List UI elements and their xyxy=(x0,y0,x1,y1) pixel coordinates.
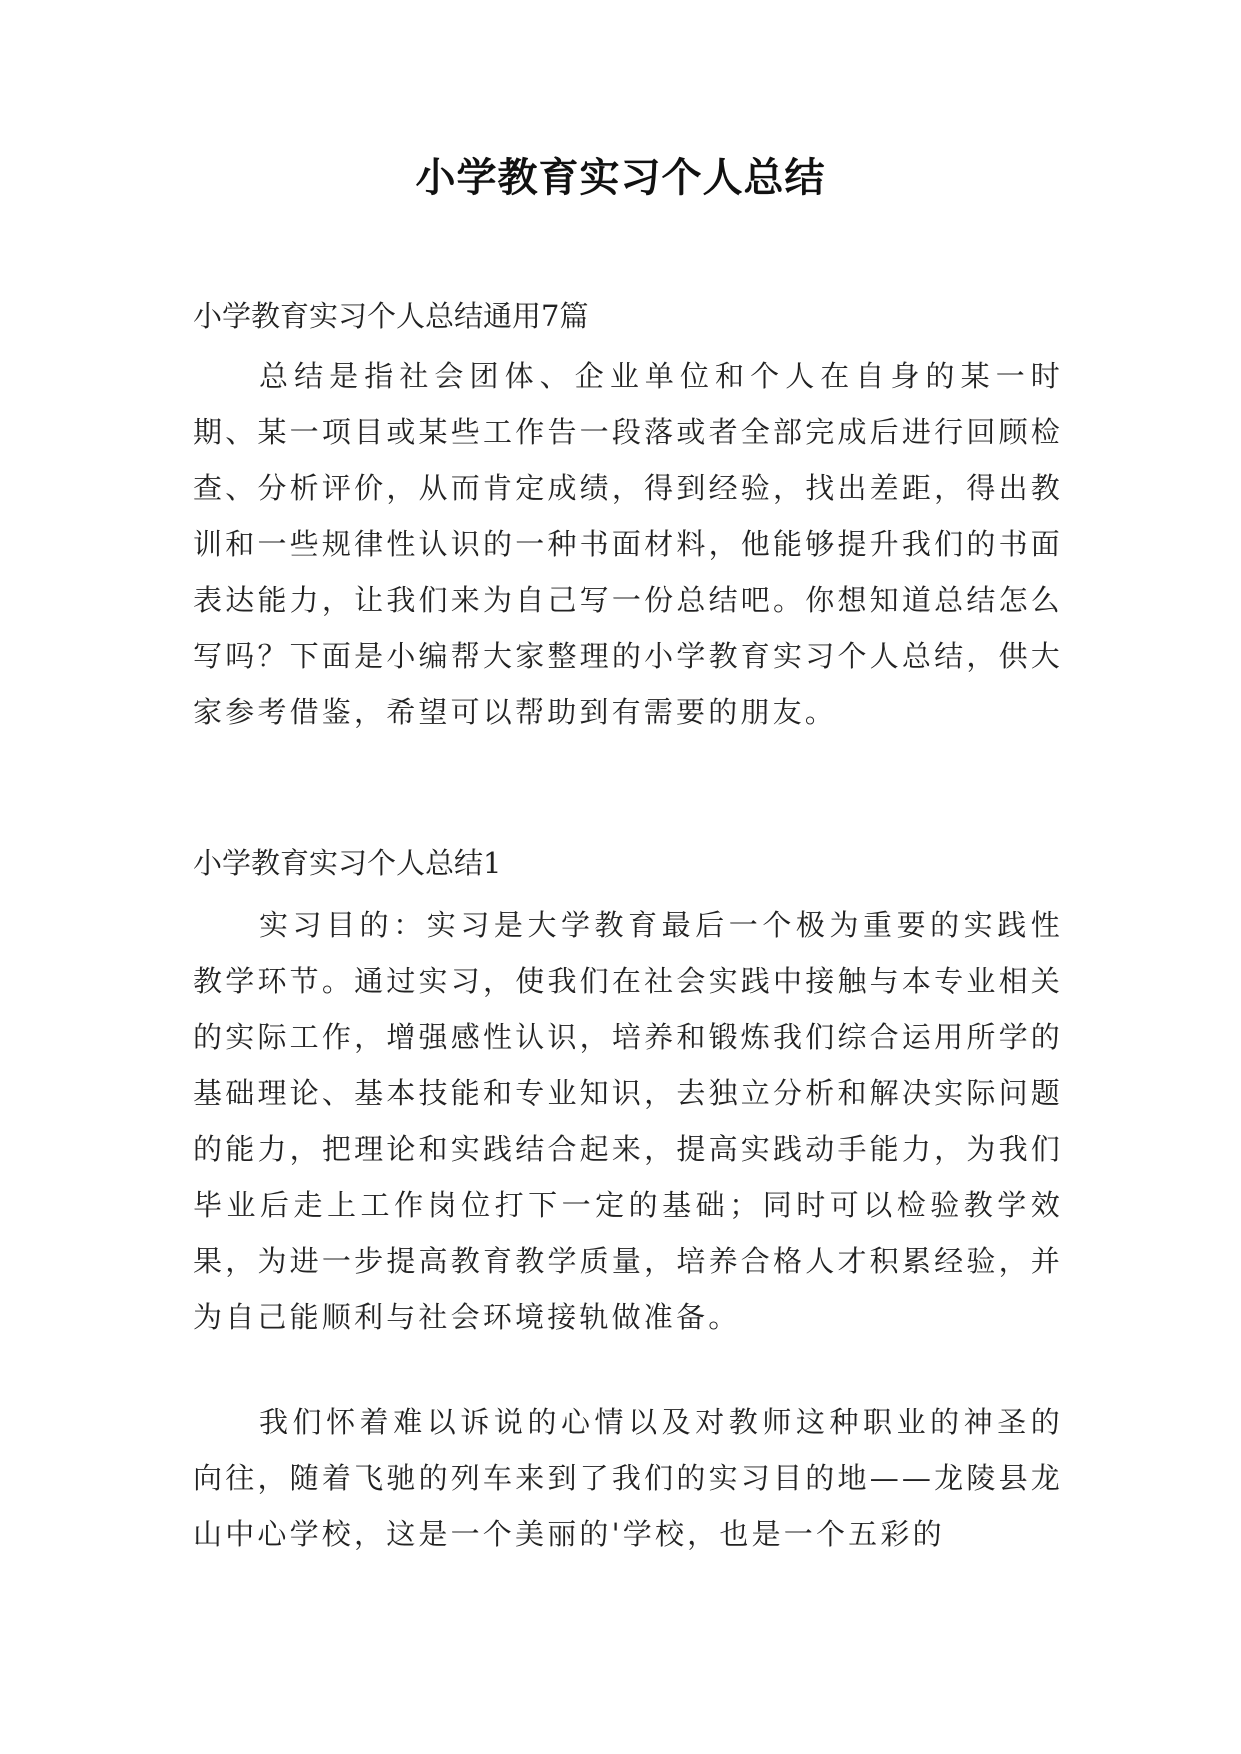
document-title: 小学教育实习个人总结 xyxy=(415,155,826,201)
intro-heading: 小学教育实习个人总结通用7篇 xyxy=(193,299,589,333)
section-heading: 小学教育实习个人总结1 xyxy=(193,846,502,880)
section-paragraph: 实习目的：实习是大学教育最后一个极为重要的实践性教学环节。通过实习，使我们在社会实践中接触与本专业相关的实际工作，增强感性认识，培养和锻炼我们综合运用所学的基础理论、基本技能和专业知识，去独立分析和解决实际问题的能力，把理论和实践结合起来，提高实践动手能力，为我们毕业后走上工作岗位打下一定的基础；同时可以检验教学效果，为进一步提高教育教学质量，培养合格人才积累经验，并为自己能顺利与社会环境接轨做准备。 xyxy=(193,908,1063,1334)
intro-paragraph: 总结是指社会团体、企业单位和个人在自身的某一时期、某一项目或某些工作告一段落或者全部完成后进行回顾检查、分析评价，从而肯定成绩，得到经验，找出差距，得出教训和一些规律性认识的一种书面材料，他能够提升我们的书面表达能力，让我们来为自己写一份总结吧。你想知道总结怎么写吗？下面是小编帮大家整理的小学教育实习个人总结，供大家参考借鉴，希望可以帮助到有需要的朋友。 xyxy=(193,359,1063,729)
section-paragraph: 我们怀着难以诉说的心情以及对教师这种职业的神圣的向往，随着飞驰的列车来到了我们的实习目的地——龙陵县龙山中心学校，这是一个美丽的'学校，也是一个五彩的 xyxy=(193,1405,1063,1551)
